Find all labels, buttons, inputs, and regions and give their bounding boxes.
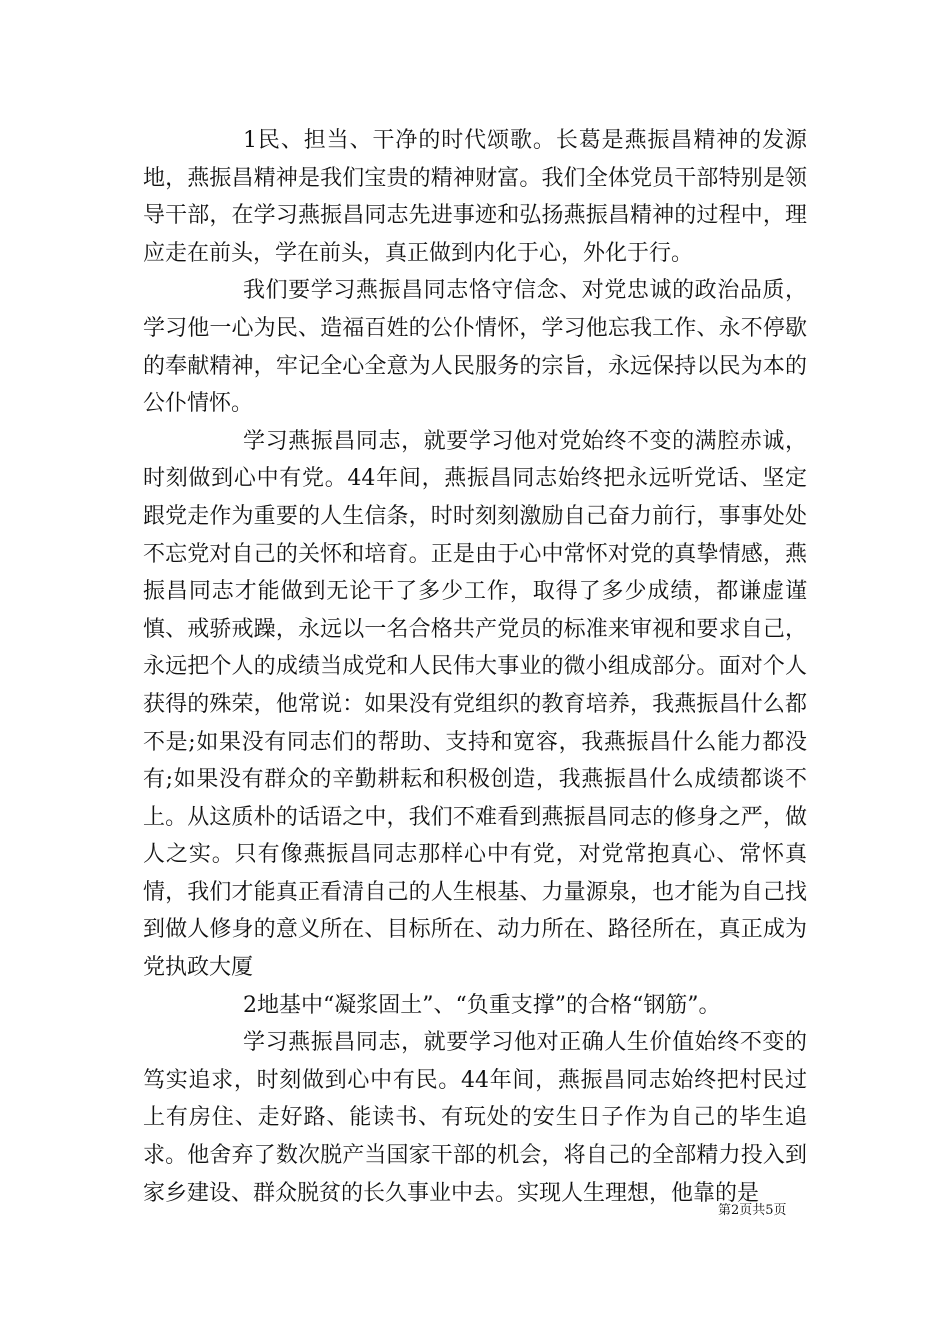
- paragraph-1: 1民、担当、干净的时代颂歌。长葛是燕振昌精神的发源地，燕振昌精神是我们宝贵的精神财富。我们全体党员干部特别是领导干部，在学习燕振昌同志先进事迹和弘扬燕振昌精神的过程中，理应走在前头，学在前头，真正做到内化于心，外化于行。: [143, 128, 807, 266]
- paragraph-4: 2地基中“凝浆固土”、“负重支撑”的合格“钢筋”。: [243, 992, 721, 1018]
- paragraph-2: 我们要学习燕振昌同志恪守信念、对党忠诚的政治品质，学习他一心为民、造福百姓的公仆情怀，学习他忘我工作、永不停歇的奉献精神，牢记全心全意为人民服务的宗旨，永远保持以民为本的公仆情怀。: [143, 278, 807, 417]
- body-text: [143, 122, 807, 1212]
- paragraph-3: 学习燕振昌同志，就要学习他对党始终不变的满腔赤诚，时刻做到心中有党。44年间，燕振昌同志始终把永远听党话、坚定跟党走作为重要的人生信条，时时刻刻激励自己奋力前行，事事处处不忘党对自己的关怀和培育。正是由于心中常怀对党的真挚情感，燕振昌同志才能做到无论干了多少工作，取得了多少成绩，都谦虚谨慎、戒骄戒躁，永远以一名合格共产党员的标准来审视和要求自己，永远把个人的成绩当成党和人民伟大事业的微小组成部分。面对个人获得的殊荣，他常说：如果没有党组织的教育培养，我燕振昌什么都不是;如果没有同志们的帮助、支持和宽容，我燕振昌什么能力都没有;如果没有群众的辛勤耕耘和积极创造，我燕振昌什么成绩都谈不上。从这质朴的话语之中，我们不难看到燕振昌同志的修身之严，做人之实。只有像燕振昌同志那样心中有党，对党常抱真心、常怀真情，我们才能真正看清自己的人生根基、力量源泉，也才能为自己找到做人修身的意义所在、目标所在、动力所在、路径所在，真正成为党执政大厦: [143, 428, 807, 981]
- paragraph-5: 学习燕振昌同志，就要学习他对正确人生价值始终不变的笃实追求，时刻做到心中有民。44年间，燕振昌同志始终把村民过上有房住、走好路、能读书、有玩处的安生日子作为自己的毕生追求。他舍弃了数次脱产当国家干部的机会，将自己的全部精力投入到家乡建设、群众脱贫的长久事业中去。实现人生理想，他靠的是: [143, 1030, 807, 1206]
- page-number-footer: 第2页共5页: [718, 1203, 787, 1218]
